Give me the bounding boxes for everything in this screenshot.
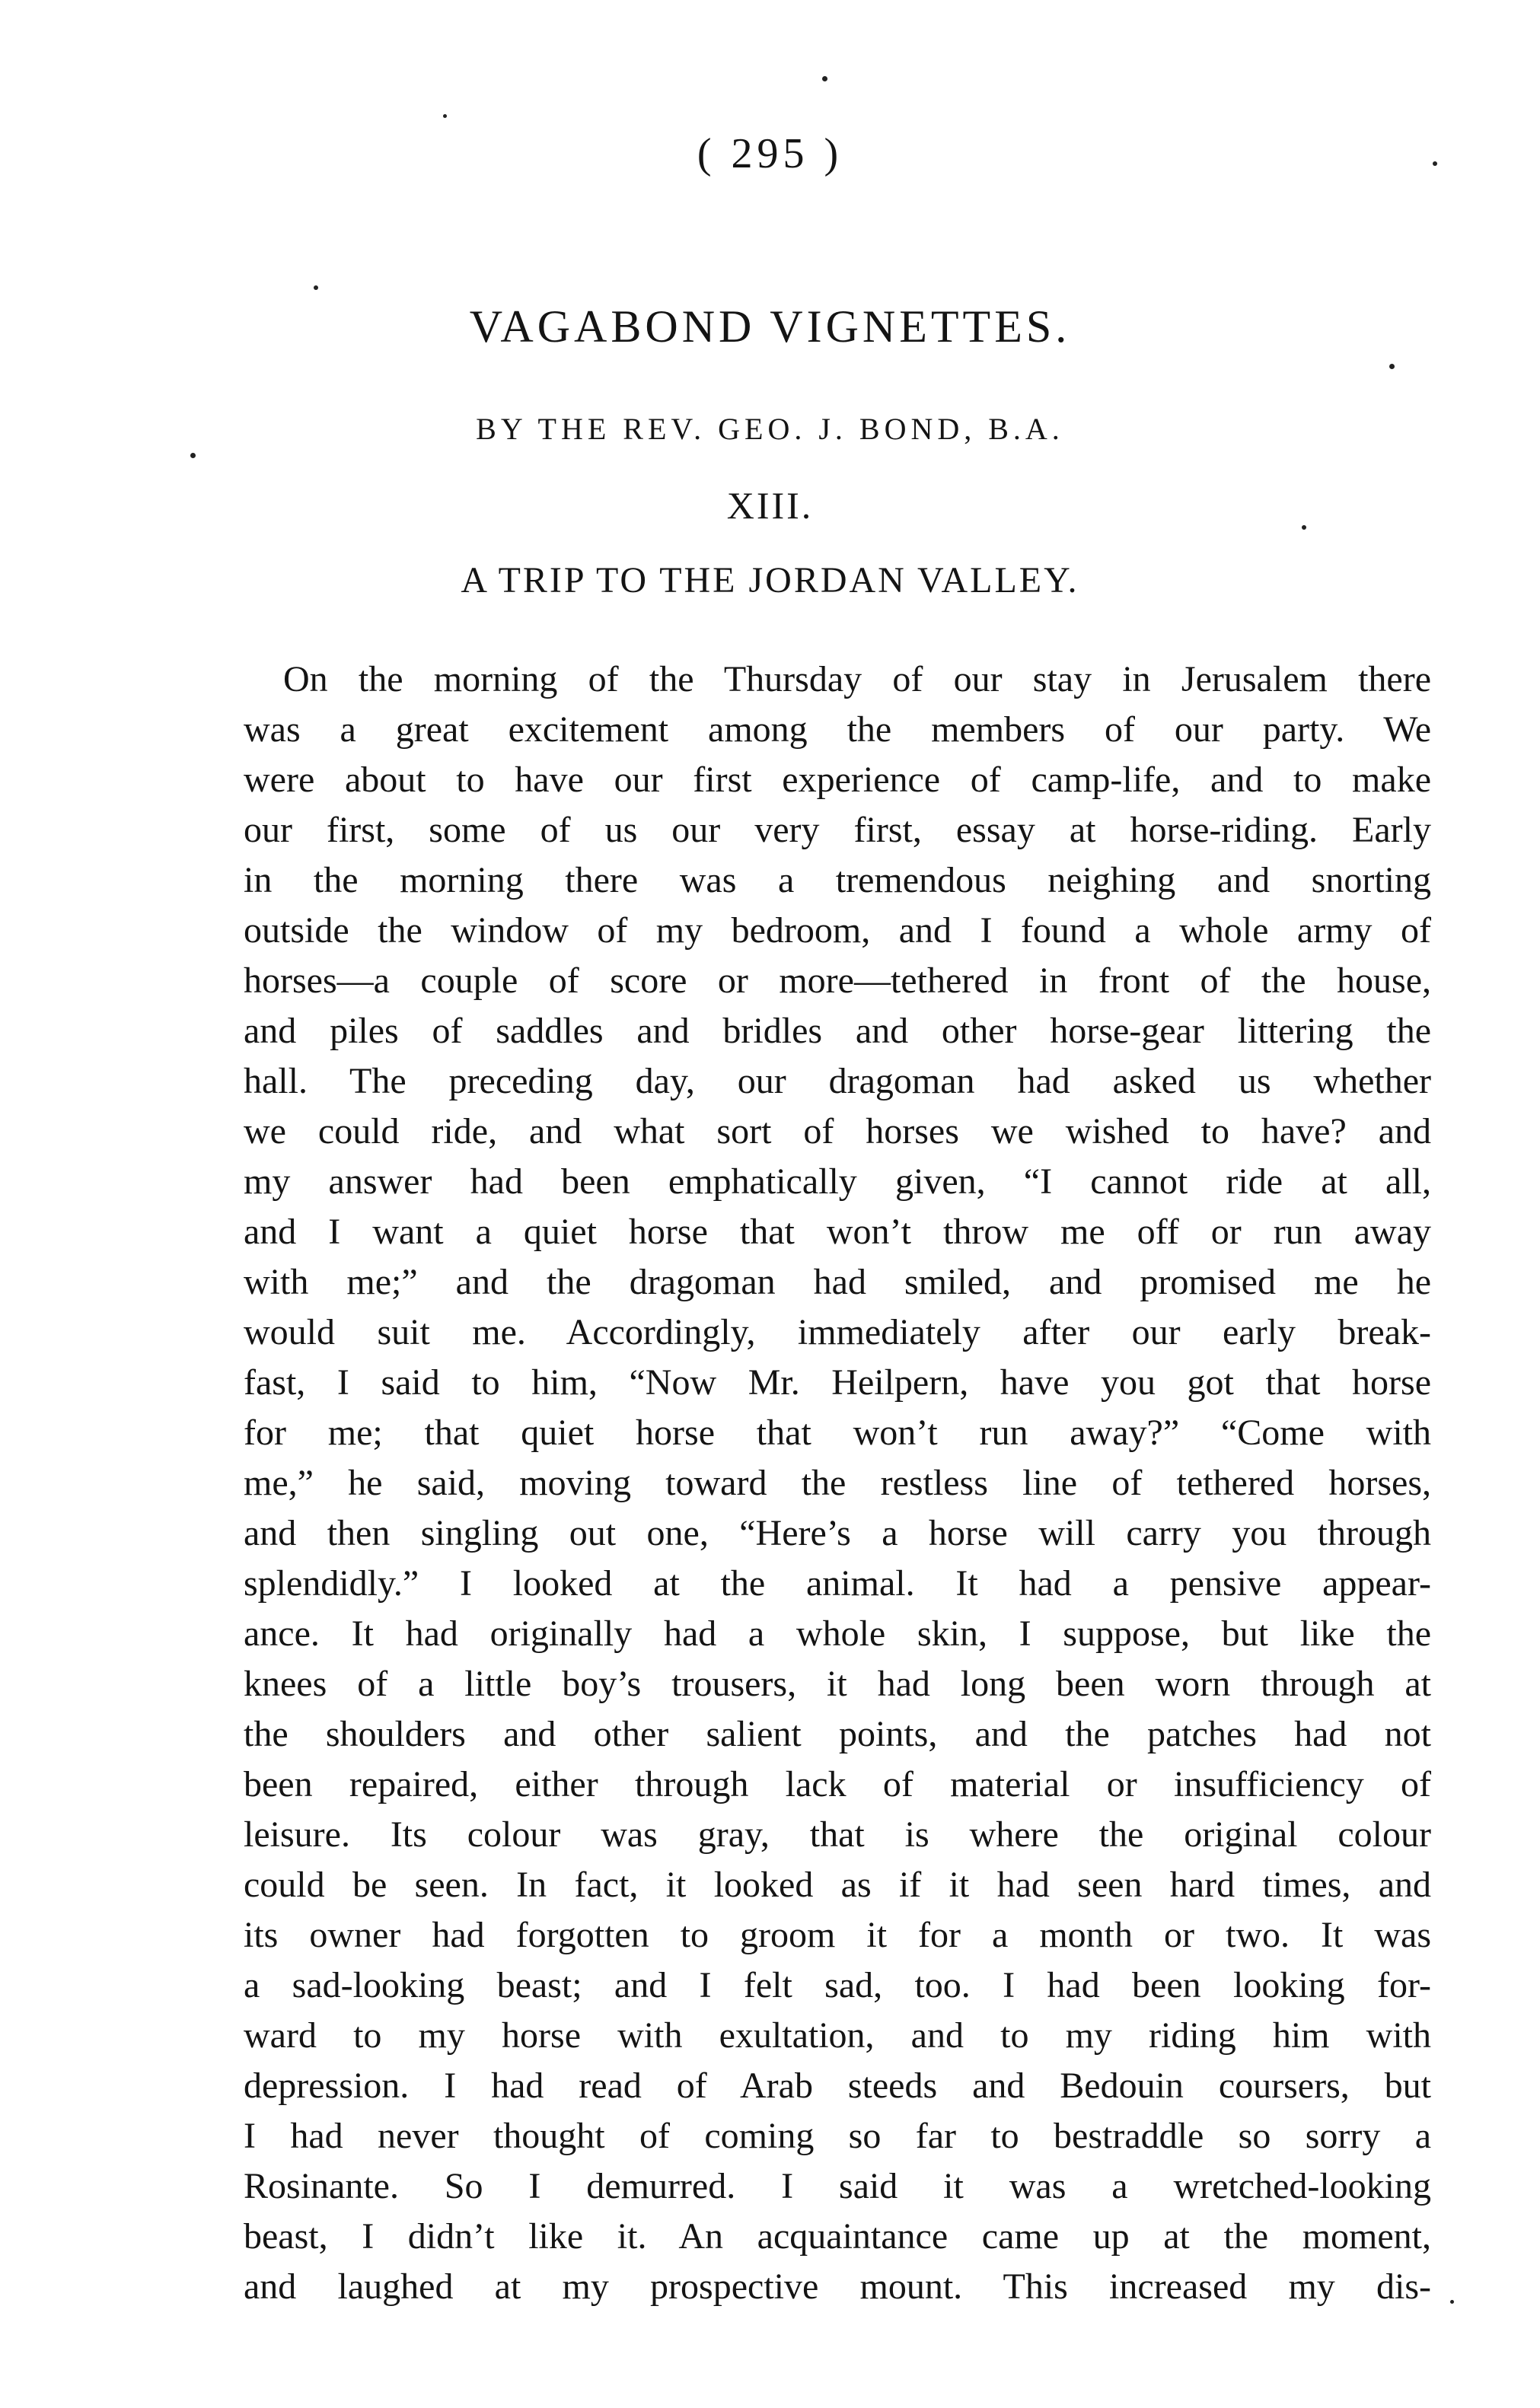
text-line: hall. The preceding day, our dragoman had asked us whether <box>244 1061 1431 1101</box>
text-line: was a great excitement among the members of our party. We <box>244 709 1431 750</box>
text-line: knees of a little boy’s trousers, it had long been worn through at <box>244 1664 1431 1704</box>
scan-speck <box>1302 525 1306 530</box>
text-line: could be seen. In fact, it looked as if it had seen hard times, and <box>244 1865 1431 1905</box>
scan-speck <box>1433 161 1437 166</box>
text-line: the shoulders and other salient points, and the patches had not <box>244 1714 1431 1754</box>
scan-speck <box>190 453 196 458</box>
scan-speck <box>822 76 827 81</box>
page-number: ( 295 ) <box>697 130 843 177</box>
text-line: and I want a quiet horse that won’t throw me off or run away <box>244 1212 1431 1252</box>
text-line: Rosinante. So I demurred. I said it was a wretched-looking <box>244 2166 1431 2206</box>
text-line: horses—a couple of score or more—tethered in front of the house, <box>244 960 1431 1001</box>
scan-speck <box>314 285 318 290</box>
text-line: were about to have our first experience of camp-life, and to make <box>244 760 1431 800</box>
text-line: its owner had forgotten to groom it for a month or two. It was <box>244 1915 1431 1955</box>
text-line: and laughed at my prospective mount. This increased my dis- <box>244 2266 1431 2307</box>
text-line: On the morning of the Thursday of our stay in Jerusalem there <box>283 659 1431 699</box>
text-line: splendidly.” I looked at the animal. It had a pensive appear- <box>244 1563 1431 1604</box>
text-line: me,” he said, moving toward the restless line of tethered horses, <box>244 1463 1431 1503</box>
scan-speck <box>1450 2300 1454 2304</box>
author-byline: BY THE REV. GEO. J. BOND, B.A. <box>476 412 1064 446</box>
section-title: A TRIP TO THE JORDAN VALLEY. <box>461 560 1079 600</box>
text-line: my answer had been emphatically given, “I cannot ride at all, <box>244 1161 1431 1202</box>
scan-speck <box>1389 364 1395 369</box>
text-line: we could ride, and what sort of horses we wished to have? and <box>244 1111 1431 1151</box>
text-line: beast, I didn’t like it. An acquaintance came up at the moment, <box>244 2216 1431 2257</box>
text-line: fast, I said to him, “Now Mr. Heilpern, have you got that horse <box>244 1362 1431 1403</box>
scan-speck <box>443 114 447 118</box>
text-line: would suit me. Accordingly, immediately after our early break- <box>244 1312 1431 1352</box>
text-line: depression. I had read of Arab steeds and Bedouin coursers, but <box>244 2066 1431 2106</box>
text-line: been repaired, either through lack of material or insufficiency of <box>244 1764 1431 1804</box>
text-line: our first, some of us our very first, essay at horse-riding. Early <box>244 810 1431 850</box>
text-line: I had never thought of coming so far to bestraddle so sorry a <box>244 2116 1431 2156</box>
text-line: and then singling out one, “Here’s a horse will carry you through <box>244 1513 1431 1553</box>
text-line: outside the window of my bedroom, and I found a whole army of <box>244 910 1431 951</box>
text-line: with me;” and the dragoman had smiled, and promised me he <box>244 1262 1431 1302</box>
section-number: XIII. <box>726 484 814 527</box>
article-title: VAGABOND VIGNETTES. <box>469 301 1071 352</box>
text-line: in the morning there was a tremendous neighing and snorting <box>244 860 1431 900</box>
body-text <box>244 655 1431 2312</box>
text-line: for me; that quiet horse that won’t run away?” “Come with <box>244 1413 1431 1453</box>
text-line: ward to my horse with exultation, and to my riding him with <box>244 2015 1431 2056</box>
text-line: leisure. Its colour was gray, that is where the original colour <box>244 1814 1431 1855</box>
text-line: ance. It had originally had a whole skin, I suppose, but like the <box>244 1613 1431 1654</box>
text-line: and piles of saddles and bridles and other horse-gear littering the <box>244 1011 1431 1051</box>
text-line: a sad-looking beast; and I felt sad, too. I had been looking for- <box>244 1965 1431 2005</box>
